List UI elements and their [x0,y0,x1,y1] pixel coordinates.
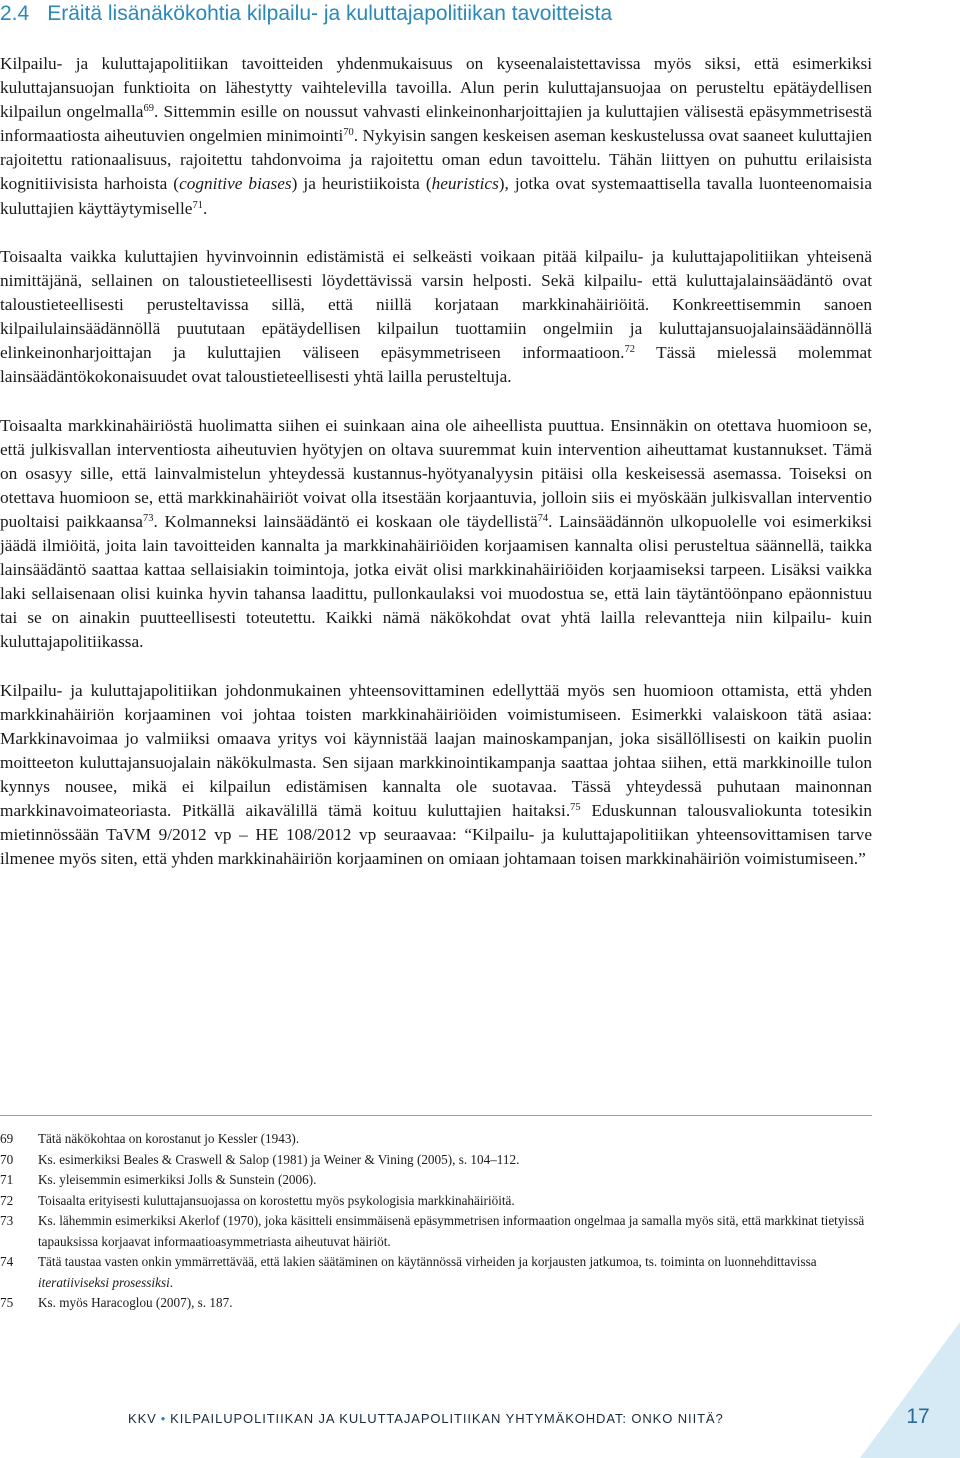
footnote-ref-74[interactable]: 74 [537,512,549,524]
term-heuristics: heuristics [431,174,499,194]
footnote-ref-70[interactable]: 70 [343,127,354,139]
footnote-70: 70 Ks. esimerkiksi Beales & Craswell & Salop (1981) ja Weiner & Vining (2005), s. 104–112. [0,1151,520,1167]
paragraph-4: Kilpailu- ja kuluttajapolitiikan johdonmukainen yhteensovittaminen edellyttää myös sen huomioon ottamista, että yhden markkinahäiriön korjaaminen voi johtaa toisten markkinahäiriöiden voimistumiseen. Esimerkki valaiskoon tätä asiaa: Markkinavoimaa jo valmiiksi omaava yritys voi käynnistää laajan mainoskampanjan, joka sisällöllisesti on kaikin puolin moitteeton kuluttajansuojalain näkökulmasta. Sen sijaan markkinointikampanja saattaa johtaa siihen, että markkinoille tulon kynnys nousee, mikä ei kilpailun edistämisen kannalta ole suotavaa. Tässä yhteydessä puhutaan mainonnan markkinavoimateoriasta. Pitkällä aikavälillä tämä koituu kuluttajien haitaksi.$^{75}$ Eduskunnan talousvaliokunta totesikin mietinnössään TaVM 9/2012 vp – HE 108/2012 vp seuraavaa: “Kilpailu- ja kuluttajapolitiikan yhteensovittamisen tarve ilmenee myös siten, että yhden markkinahäiriön korjaaminen on omiaan johtamaan toisen markkinahäiriön voimistumiseen.” [0,680,872,869]
footer-title: KILPAILUPOLITIIKAN JA KULUTTAJAPOLITIIKAN YHTYMÄKOHDAT: ONKO NIITÄ? [170,1411,724,1426]
section-heading [0,2,940,26]
page-number: 17 [906,1405,930,1428]
section-number: 2.4 [0,2,30,25]
footnote-ref-69[interactable]: 69 [143,103,154,115]
paragraph-2: Toisaalta vaikka kuluttajien hyvinvoinnin edistämistä ei selkeästi voikaan pitää kilpailu- ja kuluttajapolitiikan yhteisenä nimittäjänä, sellainen on taloustieteellisesti löydettävissä varsin helposti. Sekä kilpailu- että kuluttajalainsäädäntö ovat taloustieteellisesti perusteltavissa sillä, että niillä korjataan markkinahäiriöitä. Konkreettisemmin sanoen kilpailulainsäädännöllä puututaan epätäydellisen kilpailun tuottamiin ongelmiin ja kuluttajansuojalainsäädännöllä elinkeinonharjoittajan ja kuluttajien väliseen epäsymmetriseen informaatioon.$^{72}$ Tässä mielessä molemmat lainsäädäntökokonaisuudet ovat taloustieteellisesti yhtä lailla perusteltuja. [0,246,872,387]
footnote-71: 71 Ks. yleisemmin esimerkiksi Jolls & Sunstein (2006). [0,1172,317,1187]
footer-bullet: • [160,1411,167,1426]
page-corner-decoration [860,1322,960,1458]
paragraph-1: Kilpailu- ja kuluttajapolitiikan tavoitteiden yhdenmukaisuus on kyseenalaistettavissa myös siksi, että esimerkiksi kuluttajansuojan funktioita on lähestytty vaihtelevilla tavoilla. Alun perin kuluttajansuojaa on perusteltu epätäydellisen kilpailun ongelmalla$^{69}$. Sittemmin esille on noussut vahvasti elinkeinonharjoittajien ja kuluttajien välisestä epäsymmetrisestä informaatiosta aiheutuvien ongelmien minimointi$^{70}$. Nykyisin sangen keskeisen aseman keskustelussa ovat saaneet kuluttajien rajoitettu rationaalisuus, rajoitettu tahdonvoima ja rajoitettu oman edun tavoittelu. Tähän liittyen on puhuttu erilaisista kognitiivisista harhoista (cognitive biases) ja heuristiikoista (heuristics), jotka ovat systemaattisella tavalla luonteenomaisia kuluttajien käyttäytymiselle$^{71}$. [0,54,872,218]
footnote-ref-71[interactable]: 71 [192,199,203,211]
footnote-72: 72 Toisaalta erityisesti kuluttajansuojassa on korostettu myös psykologisia markkinahäiriöitä. [0,1192,515,1208]
footnote-75: 75 Ks. myös Haracoglou (2007), s. 187. [0,1295,233,1310]
footnote-ref-75[interactable]: 75 [570,802,581,814]
page-footer [128,1411,768,1426]
footnotes [0,1129,872,1314]
footnote-ref-72[interactable]: 72 [624,344,635,356]
body-text [0,52,872,896]
section-title: Eräitä lisänäkökohtia kilpailu- ja kuluttajapolitiikan tavoitteista [47,2,613,25]
footer-org: KKV [128,1411,157,1426]
term-cognitive-biases: cognitive biases [179,174,292,194]
paragraph-3: Toisaalta markkinahäiriöstä huolimatta siihen ei suinkaan aina ole aiheellista puuttua. Ensinnäkin on otettava huomioon se, että julkisvallan interventiosta aiheutuvien hyötyjen on oltava suuremmat kuin intervention aiheuttamat kustannukset. Tämä on osasyy sille, että lainvalmistelun yhteydessä kustannus-hyötyanalyysin pitäisi olla keskeisessä asemassa. Toiseksi on otettava huomioon se, että markkinahäiriöt voivat olla itsestään korjaantuvia, jolloin siis ei myöskään julkisvallan interventio puoltaisi paikkaansa$^{73}$. Kolmanneksi lainsäädäntö ei koskaan ole täydellistä$^{74}$. Lainsäädännön ulkopuolelle voi esimerkiksi jäädä ilmiöitä, joita lain tavoitteiden kannalta ja markkinahäiriöiden korjaamisen kannalta olisi perusteltua säännellä, taikka lainsäädäntö saattaa kattaa sellaisiakin toimintoja, jotka eivät olisi markkinahäiriöiden korjaamiseksi tarpeen. Lisäksi vaikka laki sellaisenaan olisi kuinka hyvin tahansa laadittu, pullonkaulaksi voi muodostua se, että lain täytäntöönpano epäonnistuu tai se on ainakin puutteellisesti toteutettu. Kaikki nämä näkökohdat ovat yhtä lailla relevantteja niin kilpailu- kuin kuluttajapolitiikassa. [0,415,872,652]
footnote-divider [0,1115,872,1116]
footnote-74: 74 Tätä taustaa vasten onkin ymmärrettävää, että lakien säätäminen on käytännössä virheiden ja korjausten jatkumoa, ts. toiminta on luonnehdittavissa iteratiiviseksi prosessiksi. [0,1254,817,1290]
footnote-73: 73 Ks. lähemmin esimerkiksi Akerlof (1970), joka käsitteli ensimmäisenä epäsymmetrisen informaation ongelmaa ja samalla myös sitä, että markkinat tietyissä tapauksissa korjaavat informaatioasymmetriasta aiheutuvat häiriöt. [0,1213,865,1249]
footnote-69: 69 Tätä näkökohtaa on korostanut jo Kessler (1943). [0,1131,300,1146]
footnote-ref-73[interactable]: 73 [142,512,154,524]
